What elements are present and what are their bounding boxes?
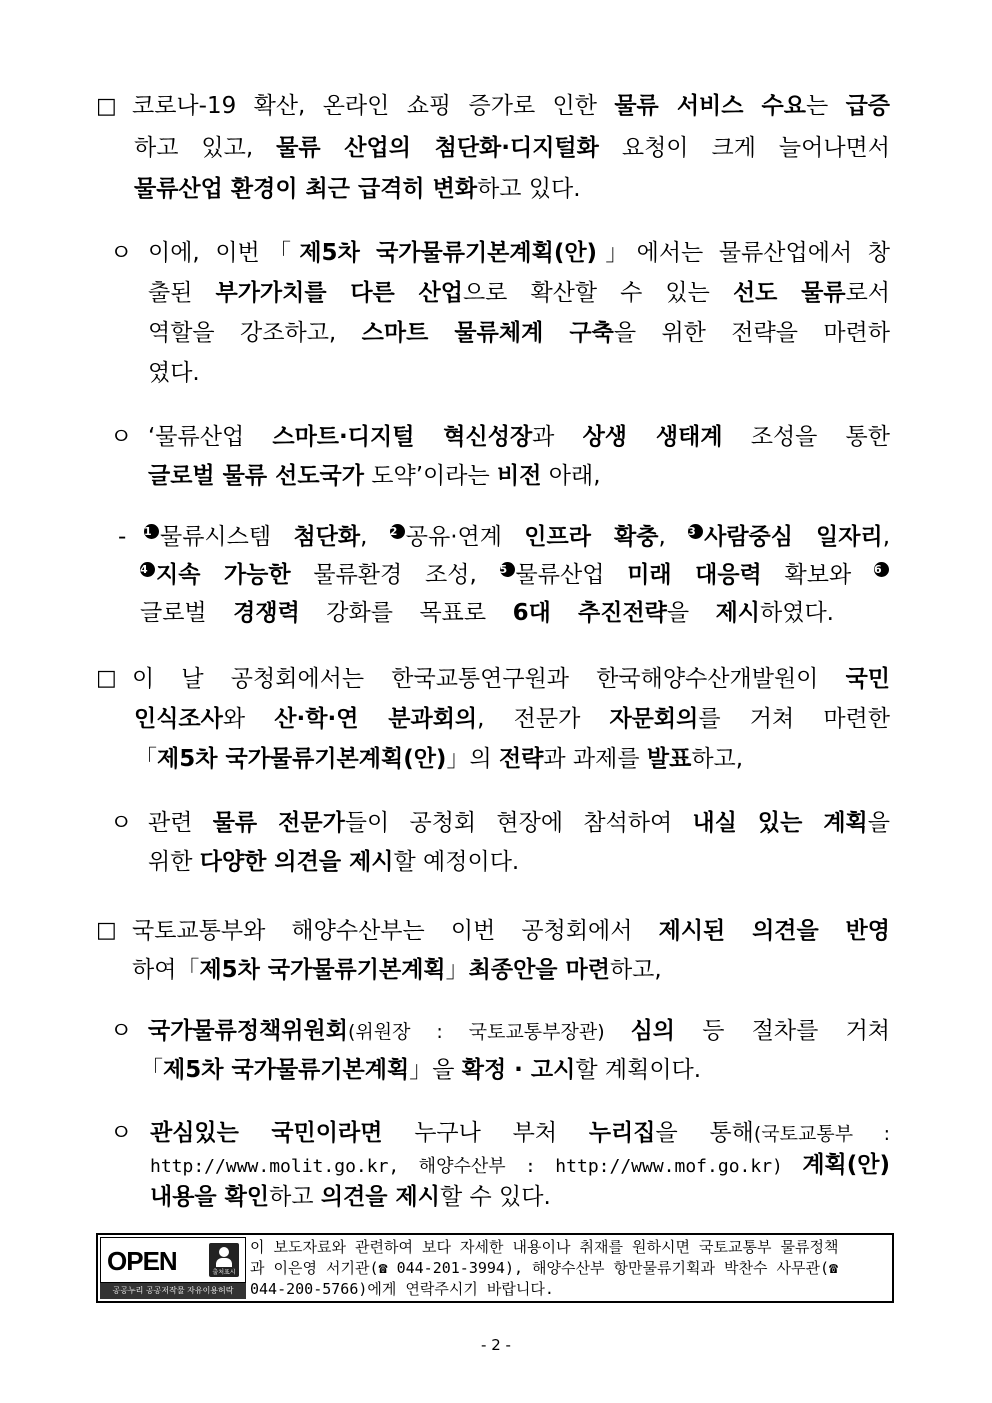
- open-logo-text: OPEN: [107, 1246, 177, 1276]
- bullet-marker: ㅇ: [110, 810, 133, 836]
- paragraph-line: 출된 부가가치를 다른 산업으로 확산할 수 있는 선도 물류로서: [148, 280, 890, 306]
- paragraph-line: 「제5차 국가물류기본계획(안)」의 전략과 과제를 발표하고,: [134, 746, 744, 772]
- paragraph-line: 1 물류시스템 첨단화, 2 공유·연계 인프라 확충, 3 사람중심 일자리,: [144, 524, 890, 550]
- paragraph-line: 였다.: [148, 360, 200, 386]
- paragraph-line: 내용을 확인하고 의견을 제시할 수 있다.: [150, 1184, 551, 1210]
- contact-text: 이 보도자료와 관련하여 보다 자세한 내용이나 취재를 원하시면 국토교통부 물류정책 과 이은영 서기관(☎ 044-201-3994), 해양수산부 항만물류기획과 박찬수 사무관(☎ 044-200-5766)에게 연락주시기 바랍니다.: [250, 1238, 839, 1298]
- bullet-marker: ㅇ: [110, 1120, 133, 1146]
- paragraph-line: 하여「제5차 국가물류기본계획」최종안을 마련하고,: [132, 957, 662, 983]
- attribution-person-icon: 출처표시: [209, 1243, 239, 1277]
- paragraph-line: 이 날 공청회에서는 한국교통연구원과 한국해양수산개발원이 국민: [132, 666, 890, 692]
- contact-info-box: [96, 1233, 894, 1303]
- section-marker: □: [96, 94, 117, 119]
- paragraph-line: 국가물류정책위원회(위원장 : 국토교통부장관) 심의 등 절차를 거쳐: [148, 1018, 890, 1044]
- paragraph-line: 위한 다양한 의견을 제시할 예정이다.: [148, 849, 520, 875]
- paragraph-line: 하고 있고, 물류 산업의 첨단화·디지털화 요청이 크게 늘어나면서: [134, 135, 890, 161]
- paragraph-line: 관련 물류 전문가들이 공청회 현장에 참석하여 내실 있는 계획을: [148, 810, 890, 836]
- paragraph-line: 글로벌 물류 선도국가 도약’이라는 비전 아래,: [148, 463, 601, 489]
- paragraph-line: 관심있는 국민이라면 누구나 부처 누리집을 통해(국토교통부 :: [150, 1120, 890, 1146]
- kogl-open-license-logo: [100, 1237, 246, 1299]
- page-number: - 2 -: [481, 1336, 511, 1354]
- bullet-marker: ㅇ: [110, 240, 133, 266]
- paragraph-line: 「제5차 국가물류기본계획」을 확정 · 고시할 계획이다.: [140, 1057, 702, 1083]
- paragraph-line: 역할을 강조하고, 스마트 물류체계 구축을 위한 전략을 마련하: [148, 320, 890, 346]
- paragraph-line: ‘물류산업 스마트·디지털 혁신성장과 상생 생태계 조성을 통한: [148, 424, 890, 450]
- dash-marker: -: [118, 524, 127, 550]
- paragraph-line: 4 지속 가능한 물류환경 조성, 5 물류산업 미래 대응력 확보와 6: [140, 560, 890, 590]
- paragraph-line: 코로나-19 확산, 온라인 쇼핑 증가로 인한 물류 서비스 수요는 급증: [132, 93, 891, 119]
- paragraph-line: 국토교통부와 해양수산부는 이번 공청회에서 제시된 의견을 반영: [132, 918, 890, 944]
- paragraph-line: http://www.molit.go.kr, 해양수산부 : http://www.mof.go.kr) 계획(안): [150, 1152, 890, 1178]
- section-marker: □: [96, 666, 117, 691]
- paragraph-line: 이에, 이번「제5차 국가물류기본계획(안)」에서는 물류산업에서 창: [148, 240, 890, 266]
- kogl-license-caption: 공공누리 공공저작물 자유이용허락: [100, 1283, 246, 1299]
- paragraph-line: 글로벌 경쟁력 강화를 목표로 6대 추진전략을 제시하였다.: [140, 600, 834, 626]
- bullet-marker: ㅇ: [110, 424, 133, 450]
- paragraph-line: 인식조사와 산·학·연 분과회의, 전문가 자문회의를 거쳐 마련한: [134, 706, 890, 732]
- bullet-marker: ㅇ: [110, 1018, 133, 1044]
- section-marker: □: [96, 918, 117, 943]
- paragraph-line: 물류산업 환경이 최근 급격히 변화하고 있다.: [134, 176, 581, 202]
